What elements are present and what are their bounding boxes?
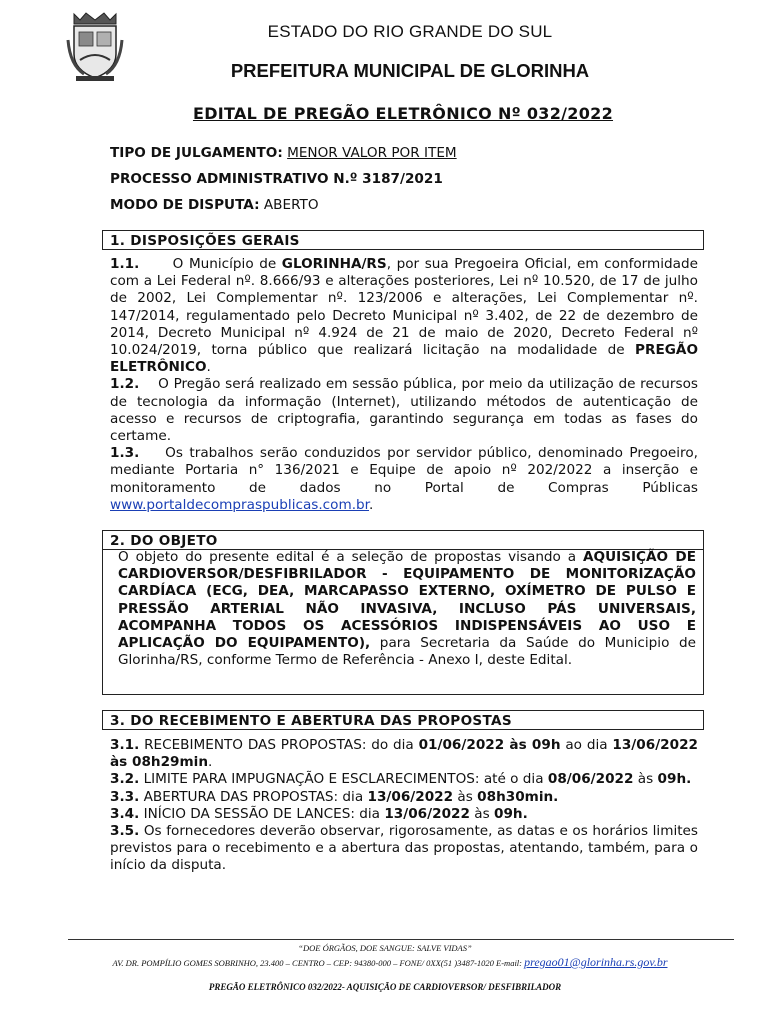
time-value: 09h. [494, 805, 528, 822]
modo-disputa-value: ABERTO [263, 197, 319, 213]
footer-email-link[interactable]: pregao01@glorinha.rs.gov.br [524, 955, 668, 969]
date-value: 13/06/2022 [384, 805, 470, 822]
processo-administrativo: PROCESSO ADMINISTRATIVO N.º 3187/2021 [110, 171, 443, 187]
para-text: às [633, 771, 658, 788]
para-text: INÍCIO DA SESSÃO DE LANCES: dia [139, 805, 385, 822]
para-text: ao dia [560, 737, 613, 753]
modo-disputa-line [110, 197, 319, 213]
processo-line [110, 171, 443, 187]
paragraph-3-1 [110, 737, 698, 771]
date-value: 13/06/2022 às 08h29min [110, 737, 698, 771]
paragraph-3-4 [110, 806, 698, 823]
para-text: às [453, 788, 478, 805]
tipo-julgamento-line [110, 145, 457, 161]
time-value: 08h30min. [477, 788, 559, 805]
para-text: . [206, 359, 211, 376]
para-text: Os fornecedores deverão observar, rigorosamente, as datas e os horários limites previstos para o recebimento e a abertura das propostas, atentando, também, para o início da disputa. [110, 823, 698, 874]
paragraph-1-1 [110, 256, 698, 376]
section-1-body [110, 256, 698, 514]
para-text: às [469, 805, 495, 822]
date-value: 01/06/2022 às 09h [418, 737, 561, 753]
para-text: RECEBIMENTO DAS PROPOSTAS: do dia [139, 737, 419, 753]
paragraph-3-5 [110, 823, 698, 875]
footer-address: AV. DR. POMPÍLIO GOMES SOBRINHO, 23.400 – CENTRO – CEP: 94380-000 – FONE/ 0XX(51 )3487-1020 E-mail: [112, 958, 525, 968]
document-title: EDITAL DE PREGÃO ELETRÔNICO Nº 032/2022 [192, 104, 614, 123]
tipo-julgamento-value: MENOR VALOR POR ITEM [287, 145, 457, 161]
para-number: 1.1. [110, 256, 140, 272]
municipal-coat-of-arms-icon [66, 10, 124, 82]
date-value: 08/06/2022 [547, 771, 634, 788]
para-text: O Município de [172, 256, 282, 272]
tipo-julgamento-label: TIPO DE JULGAMENTO: [110, 145, 283, 161]
para-number: 1.2. [110, 376, 140, 393]
para-text: para Secretaria da Saúde do Municipio de Glorinha/RS, conforme Termo de Referência - Anexo I, deste Edital. [118, 635, 696, 669]
portal-link[interactable]: www.portaldecompraspublicas.com.br [110, 496, 370, 513]
section-3-heading: 3. DO RECEBIMENTO E ABERTURA DAS PROPOSTAS [102, 710, 704, 730]
para-number: 3.3. [110, 788, 140, 805]
para-number: 1.3. [110, 445, 140, 462]
para-number: 3.1. [110, 737, 140, 753]
para-number: 3.4. [110, 805, 140, 822]
modo-disputa-label: MODO DE DISPUTA: [110, 197, 260, 213]
paragraph-3-3 [110, 789, 698, 806]
section-1-heading: 1. DISPOSIÇÕES GERAIS [102, 230, 704, 250]
paragraph-3-2 [110, 771, 698, 788]
paragraph-1-3 [110, 445, 698, 514]
footer-document-reference: PREGÃO ELETRÔNICO 032/2022- AQUISIÇÃO DE CARDIOVERSOR/ DESFIBRILADOR [208, 982, 562, 992]
section-3-body [110, 737, 698, 875]
modality-name: PREGÃO ELETRÔNICO [110, 342, 698, 376]
state-header: ESTADO DO RIO GRANDE DO SUL [267, 22, 553, 41]
time-value: 09h. [657, 771, 692, 788]
municipality-name: GLORINHA/RS [281, 256, 387, 272]
para-text: O Pregão será realizado em sessão pública, por meio da utilização de recursos de tecnologia da informação (Internet), utilizando métodos de autenticação de acesso e recursos de criptografia, garantindo segurança em todas as fases do certame. [110, 376, 698, 445]
para-text: ABERTURA DAS PROPOSTAS: dia [139, 788, 368, 805]
paragraph-1-2 [110, 376, 698, 445]
para-text: LIMITE PARA IMPUGNAÇÃO E ESCLARECIMENTOS: até o dia [139, 771, 548, 788]
section-2-body [118, 549, 696, 669]
date-value: 13/06/2022 [367, 788, 454, 805]
para-number: 3.5. [110, 823, 140, 840]
footer-motto: “DOE ÓRGÃOS, DOE SANGUE: SALVE VIDAS” [298, 943, 472, 953]
para-text: . [208, 754, 213, 771]
para-text: Os trabalhos serão conduzidos por servidor público, denominado Pregoeiro, mediante Portaria n° 136/2021 e Equipe de apoio nº 202/2022 a inserção e monitoramento de dados no Portal de Compras Públicas [110, 445, 698, 496]
footer-address-line [60, 955, 720, 970]
para-text: . [369, 496, 374, 513]
section-2-heading: 2. DO OBJETO [102, 530, 704, 550]
object-description: AQUISIÇÃO DE CARDIOVERSOR/DESFIBRILADOR - EQUIPAMENTO DE MONITORIZAÇÃO CARDÍACA (ECG, DEA, MARCAPASSO EXTERNO, OXÍMETRO DE PULSO E PRESSÃO ARTERIAL NÃO INVASIVA, INCLUSO PÁS UNIVERSAIS, ACOMPANHA TODOS OS ACESSÓRIOS INDISPENSÁVEIS AO USO E APLICAÇÃO DO EQUIPAMENTO), [118, 549, 696, 652]
para-number: 3.2. [110, 771, 140, 788]
para-text: , por sua Pregoeira Oficial, em conformidade com a Lei Federal nº. 8.666/93 e alterações posteriores, Lei nº 10.520, de 17 de julho de 2002, Lei Complementar nº. 123/2006 e alterações, Lei Complementar nº. 147/2014, regulamentado pelo Decreto Municipal nº 3.402, de 22 de dezembro de 2014, Decreto Municipal nº 4.924 de 21 de maio de 2020, Decreto Federal nº 10.024/2019, torna público que realizará licitação na modalidade de [110, 256, 698, 359]
footer-divider [68, 939, 734, 940]
prefeitura-header: PREFEITURA MUNICIPAL DE GLORINHA [230, 60, 590, 81]
para-text: O objeto do presente edital é a seleção de propostas visando a [118, 549, 584, 565]
